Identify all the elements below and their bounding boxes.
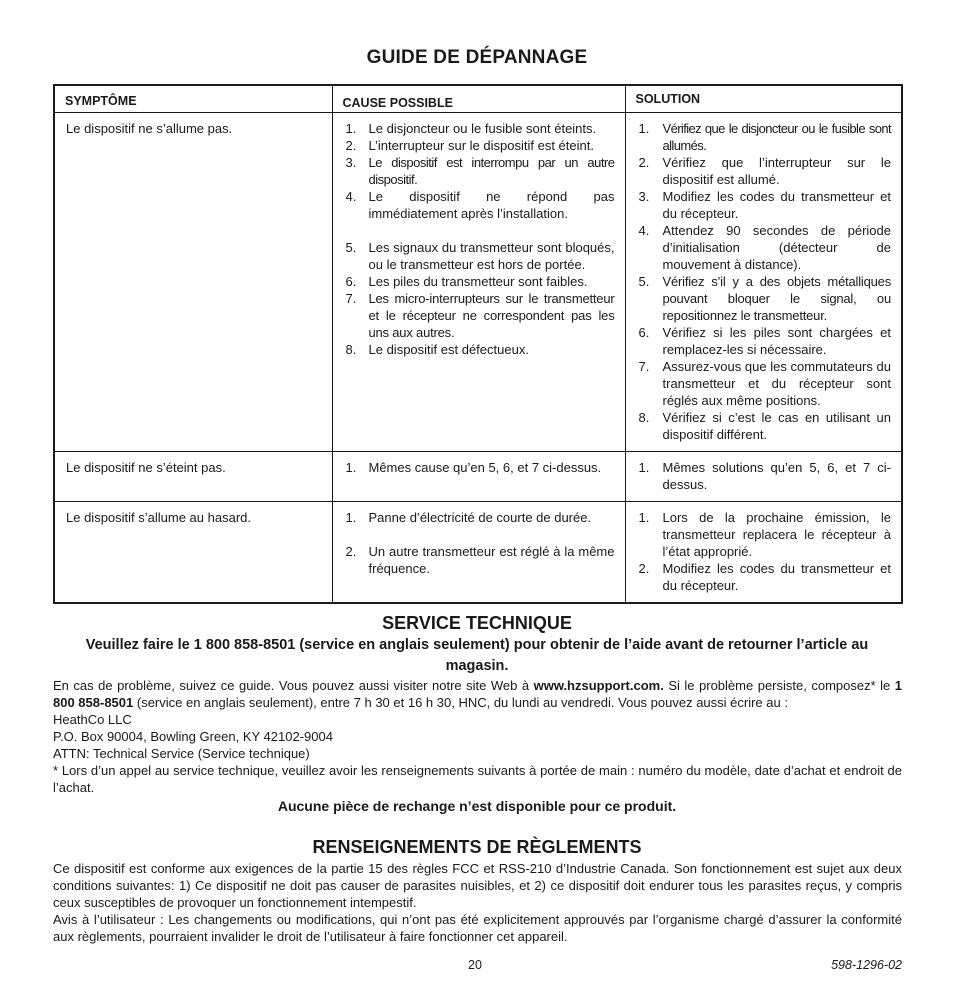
symptom-cell: Le dispositif s’allume au hasard. [54, 502, 332, 604]
document-number: 598-1296-02 [831, 958, 902, 972]
symptom-cell: Le dispositif ne s’éteint pas. [54, 452, 332, 502]
solution-cell [625, 113, 902, 452]
regulations-paragraph: Ce dispositif est conforme aux exigences de la partie 15 des règles FCC et RSS-210 d’Industrie Canada. Son fonctionnement est sujet aux deux conditions suivantes: 1) Ce dispositif ne doit pas causer de parasites nuisibles, et 2) ce dispositif doit endurer tous les parasites reçus, y compris ceux susceptibles de provoquer un fonctionnement intempestif. [53, 861, 902, 910]
solution-list [636, 509, 892, 594]
page-number: 20 [468, 958, 482, 972]
symptom-cell: Le dispositif ne s’allume pas. [54, 113, 332, 452]
list-item: 1. Lors de la prochaine émission, le transmetteur replacera le récepteur à l’état approprié. [638, 510, 891, 559]
list-item: 1. Mêmes solutions qu’en 5, 6, et 7 ci-dessus. [638, 460, 891, 492]
solution-list [636, 459, 892, 493]
list-item: 1. Mêmes cause qu’en 5, 6, et 7 ci-dessus. [345, 460, 602, 475]
service-text: En cas de problème, suivez ce guide. Vous pouvez aussi visiter notre site Web à www.hzsupport.com. Si le problème persiste, composez* le 1 800 858-8501 (service en anglais seulement), entre 7 h 30 et 16 h 30, HNC, du lundi au vendredi. Vous pouvez aussi écrire au : HeathCo LLC P.O. Box 90004, Bowling Green, KY 42102-9004 ATTN: Technical Service (Service technique) * Lors d’un appel au service technique, veuillez avoir les renseignements suivants à portée de main : numéro du modèle, date d’achat et endroit de l’achat. [53, 678, 902, 795]
list-item: 5. Les signaux du transmetteur sont bloqués, ou le transmetteur est hors de portée. [345, 240, 615, 272]
table-header-row [54, 85, 902, 113]
list-item: 1. Panne d’électricité de courte de durée. [345, 510, 592, 525]
list-item: 4. Le dispositif ne répond pas immédiatement après l’installation. [345, 189, 615, 221]
list-item: 8. Le dispositif est défectueux. [345, 342, 529, 357]
troubleshooting-table [53, 84, 903, 604]
list-item: 2. Vérifiez que l’interrupteur sur le dispositif est allumé. [638, 155, 891, 187]
header-symptom: SYMPTÔME [54, 85, 332, 113]
list-item: 1. Le disjoncteur ou le fusible sont éteints. [345, 121, 597, 136]
cause-list [343, 120, 615, 358]
website-link[interactable]: www.hzsupport.com. [533, 678, 664, 693]
service-heading: SERVICE TECHNIQUE [382, 613, 572, 633]
table-row [54, 452, 902, 502]
list-item: 7. Les micro-interrupteurs sur le transmetteur et le récepteur ne correspondent pas les uns aux autres. [345, 291, 615, 340]
service-callout: Veuillez faire le 1 800 858-8501 (service en anglais seulement) pour obtenir de l’aide avant de retourner l’article au magasin. [85, 637, 869, 674]
list-item: 7. Assurez-vous que les commutateurs du transmetteur et du récepteur sont réglés aux même positions. [638, 359, 891, 408]
address-line: HeathCo LLC [53, 712, 132, 727]
cause-list [343, 509, 615, 577]
list-item: 1. Vérifiez que le disjoncteur ou le fusible sont allumés. [638, 121, 891, 153]
cause-cell [332, 502, 625, 604]
list-item: 8. Vérifiez si c’est le cas en utilisant un dispositif différent. [638, 410, 891, 442]
list-item: 5. Vérifiez s’il y a des objets métalliques pouvant bloquer le signal, ou repositionnez le transmetteur. [638, 274, 891, 323]
address-line: P.O. Box 90004, Bowling Green, KY 42102-9004 [53, 729, 333, 744]
list-item: 2. Modifiez les codes du transmetteur et du récepteur. [638, 561, 891, 593]
user-notice-paragraph: Avis à l’utilisateur : Les changements ou modifications, qui n’ont pas été explicitement approuvés par l’organisme chargé d’assurer la conformité aux règlements, pourraient invalider le droit de l’utilisateur à faire fonctionner cet appareil. [53, 912, 902, 944]
no-parts-notice: Aucune pièce de rechange n’est disponible pour ce produit. [277, 798, 677, 814]
cause-list [343, 459, 615, 476]
list-item: 4. Attendez 90 secondes de période d’initialisation (détecteur de mouvement à distance). [638, 223, 891, 272]
list-item: 6. Vérifiez si les piles sont chargées et remplacez-les si nécessaire. [638, 325, 891, 357]
list-item: 6. Les piles du transmetteur sont faibles. [345, 274, 588, 289]
solution-list [636, 120, 892, 443]
list-item: 2. Un autre transmetteur est réglé à la même fréquence. [345, 544, 615, 576]
table-row [54, 113, 902, 452]
address-line: ATTN: Technical Service (Service technique) [53, 746, 310, 761]
phone-number: 1 800 858-8501 [53, 678, 902, 710]
regulations-heading: RENSEIGNEMENTS DE RÈGLEMENTS [312, 837, 642, 857]
list-item: 2. L’interrupteur sur le dispositif est éteint. [345, 138, 594, 153]
header-solution: SOLUTION [625, 85, 902, 113]
solution-cell [625, 452, 902, 502]
cause-cell [332, 452, 625, 502]
list-item: 3. Modifiez les codes du transmetteur et du récepteur. [638, 189, 891, 221]
regulations-text [53, 860, 902, 945]
solution-cell [625, 502, 902, 604]
table-row [54, 502, 902, 604]
page-title: GUIDE DE DÉPANNAGE [366, 47, 588, 68]
header-cause: CAUSE POSSIBLE [332, 85, 625, 113]
service-note: * Lors d’un appel au service technique, veuillez avoir les renseignements suivants à portée de main : numéro du modèle, date d’achat et endroit de l’achat. [53, 763, 902, 795]
list-item: 3. Le dispositif est interrompu par un autre dispositif. [345, 155, 615, 187]
cause-cell [332, 113, 625, 452]
